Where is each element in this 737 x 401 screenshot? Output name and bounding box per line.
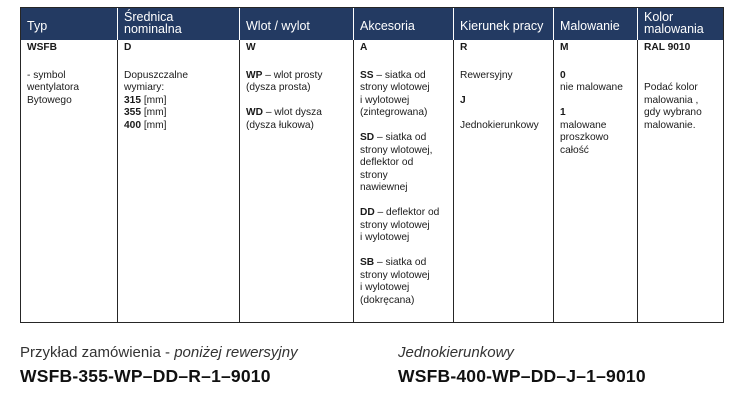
cell-wlot: W WP – wlot prosty (dysza prosta) WD – wlot dysza (dysza łukowa) [239, 40, 353, 322]
order-code-table [20, 7, 724, 323]
cell-malowanie: M 0 nie malowane 1 malowane proszkowo całość [553, 40, 637, 322]
cell-typ: WSFB - symbol wentylatora Bytowego [27, 42, 80, 106]
example-label-right: Jednokierunkowy [398, 344, 514, 361]
table-body [21, 40, 723, 322]
header-akcesoria: Akcesoria [353, 8, 453, 40]
dimension-400: 400 [mm] [124, 119, 167, 131]
example-label-left: Przykład zamówienia - poniżej rewersyjny [20, 344, 298, 361]
header-kolor: Kolor malowania [637, 8, 723, 40]
table-header [21, 8, 723, 40]
option-ss: SS – siatka od [360, 69, 426, 81]
dimension-355: 355 [mm] [124, 107, 167, 118]
option-sd: SD – siatka od [360, 132, 427, 143]
header-wlot: Wlot / wylot [239, 8, 353, 40]
option-wp: WP – wlot prosty [246, 69, 323, 81]
cell-akcesoria: A SS – siatka od strony wlotowej i wylotowej (zintegrowana) SD – siatka od strony wlotowej, deflektor od strony nawiewnej DD – deflektor od strony wlotowej i wylotowej SB – siatka od strony wlotowej i wylotowej (dokręcana) [353, 40, 453, 322]
header-kierunek: Kierunek pracy [453, 8, 553, 40]
option-dd: DD – deflektor od [360, 207, 440, 218]
example-code-right: WSFB-400-WP–DD–J–1–9010 [398, 366, 646, 386]
option-wd: WD – wlot dysza [246, 107, 322, 118]
dimension-315: 315 [mm] [124, 94, 167, 106]
cell-srednica: D Dopuszczalne wymiary: 315 [mm] 355 [mm] 400 [mm] [117, 40, 239, 322]
example-code-left: WSFB-355-WP–DD–R–1–9010 [20, 366, 271, 386]
option-sb: SB – siatka od [360, 257, 427, 268]
cell-kolor: RAL 9010 Podać kolor malowania , gdy wybrano malowanie. [637, 40, 723, 322]
header-malowanie: Malowanie [553, 8, 637, 40]
header-typ: Typ [27, 19, 48, 33]
cell-kierunek: R Rewersyjny J Jednokierunkowy [453, 40, 553, 322]
header-srednica: Średnica nominalna [117, 8, 239, 40]
